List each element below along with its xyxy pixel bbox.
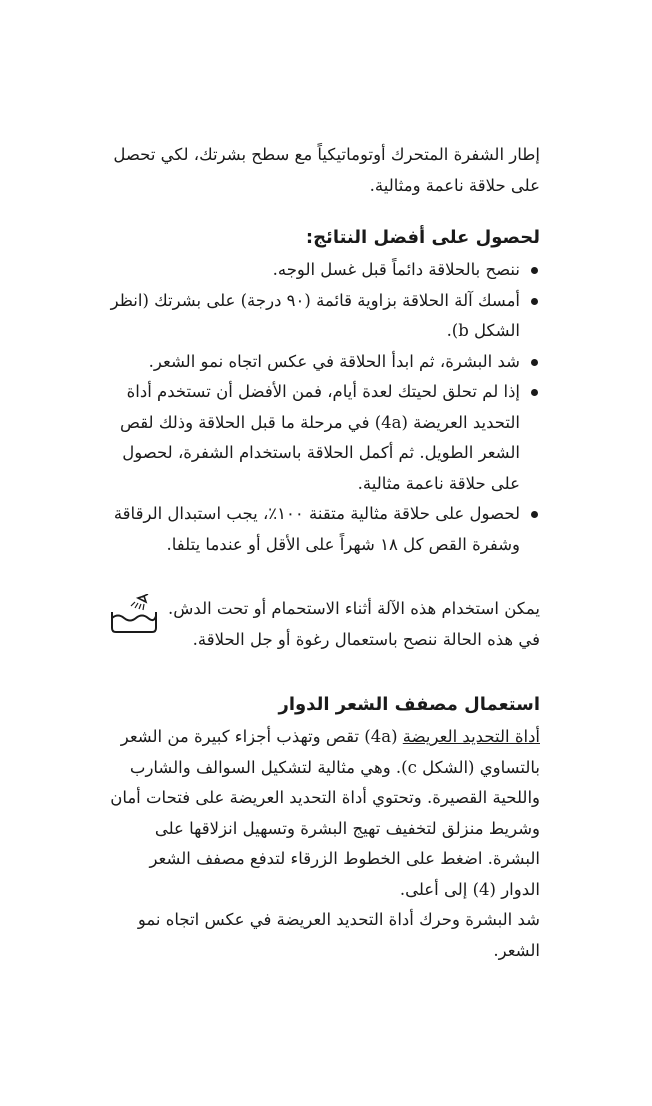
intro-line-2: على حلاقة ناعمة ومثالية. xyxy=(369,175,540,195)
bullet-icon xyxy=(531,267,538,274)
trimmer-paragraph-1-text: (4a) تقص وتهذب أجزاء كبيرة من الشعر بالتساوي (الشكل c). وهي مثالية لتشكيل السوالف والشارب واللحية القصيرة. وتحتوي أداة التحديد العريضة على فتحات أمان وشريط منزلق لتخفيف تهيج البشرة وتسهيل انزلاقها على البشرة. اضغط على الخطوط الزرقاء لتدفع مصفف الشعر الدوار (4) إلى أعلى. xyxy=(110,727,540,899)
shower-note-line-2: في هذه الحالة ننصح باستعمال رغوة أو جل الحلاقة. xyxy=(192,629,540,649)
intro-line-1: إطار الشفرة المتحرك أوتوماتيكياً مع سطح بشرتك، لكي تحصل xyxy=(113,145,540,164)
list-item xyxy=(108,377,540,499)
list-item xyxy=(108,347,540,378)
list-item-text: لحصول على حلاقة مثالية متقنة ١٠٠٪، يجب استبدال الرقاقة وشفرة القص كل ١٨ شهراً على الأقل أو عندما يتلفا. xyxy=(113,504,520,554)
bullet-icon xyxy=(531,511,538,518)
intro-paragraph xyxy=(108,140,540,201)
list-item xyxy=(108,286,540,347)
bullet-icon xyxy=(531,389,538,396)
trimmer-paragraph-1 xyxy=(108,722,540,905)
shower-bath-icon xyxy=(108,594,160,634)
list-item-text: شد البشرة، ثم ابدأ الحلاقة في عكس اتجاه نمو الشعر. xyxy=(148,351,520,371)
best-results-heading: لحصول على أفضل النتائج: xyxy=(305,227,540,248)
list-item-text: إذا لم تحلق لحيتك لعدة أيام، فمن الأفضل أن تستخدم أداة التحديد العريضة (4a) في مرحلة ما قبل الحلاقة وذلك لقص الشعر الطويل. ثم أكمل الحلاقة باستخدام الشفرة، لحصول على حلاقة ناعمة مثالية. xyxy=(119,382,520,493)
trimmer-heading: استعمال مصفف الشعر الدوار xyxy=(278,694,540,715)
shower-note-line-1: يمكن استخدام هذه الآلة أثناء الاستحمام أو تحت الدش. xyxy=(168,599,540,618)
list-item xyxy=(108,255,540,286)
manual-page xyxy=(108,140,540,966)
trimmer-paragraph-2: شد البشرة وحرك أداة التحديد العريضة في عكس اتجاه نمو الشعر. xyxy=(137,910,540,960)
list-item-text: أمسك آلة الحلاقة بزاوية قائمة (٩٠ درجة) على بشرتك (انظر الشكل b). xyxy=(110,290,520,340)
best-results-list xyxy=(108,255,540,560)
bullet-icon xyxy=(531,298,538,305)
shower-note-text xyxy=(168,594,540,655)
shower-note xyxy=(108,594,540,660)
trimmer-section xyxy=(108,690,540,966)
underlined-term: أداة التحديد العريضة xyxy=(402,727,540,746)
list-item xyxy=(108,499,540,560)
list-item-text: ننصح بالحلاقة دائماً قبل غسل الوجه. xyxy=(272,260,520,279)
bullet-icon xyxy=(531,359,538,366)
